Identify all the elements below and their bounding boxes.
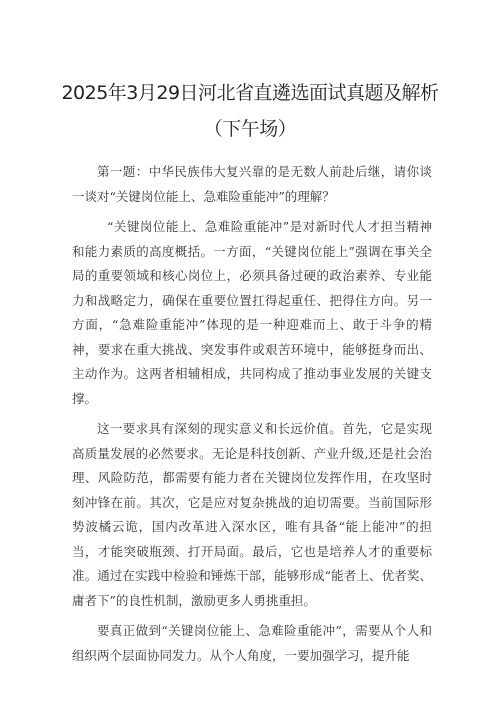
- answer-paragraph-measures: 要真正做到“关键岗位能上、急难险重能冲”，需要从个人和组织两个层面协同发力。从个人角度，一要加强学习，提升能: [72, 623, 432, 663]
- document-subtitle: （下午场）: [203, 118, 297, 140]
- answer-paragraph-significance: 这一要求具有深刻的现实意义和长远价值。首先，它是实现高质量发展的必然要求。无论是科技创新、产业升级,还是社会治理、风险防范，都需要有能力者在关键岗位发挥作用，在攻坚时刻冲锋在前。其次，它是应对复杂挑战的迫切需要。当前国际形势波橘云诡，国内改革进入深水区，唯有具备“能上能冲”的担当，才能突破瓶颈、打开局面。最后，它也是培养人才的重要标准。通过在实践中检验和锤炼干部，能够形成“能者上、优者奖、庸者下”的良性机制，激励更多人勇挑重担。: [72, 421, 432, 608]
- document-title: 2025年3月29日河北省直遴选面试真题及解析: [61, 82, 439, 104]
- document-body: [72, 160, 432, 674]
- question-paragraph: 第一题：中华民族伟大复兴靠的是无数人前赴后继，请你谈一谈对“关键岗位能上、急难险重能冲”的理解？: [72, 164, 432, 204]
- answer-paragraph-understanding: “关键岗位能上、急难险重能冲”是对新时代人才担当精神和能力素质的高度概括。一方面，“关键岗位能上”强调在事关全局的重要领域和核心岗位上，必须具备过硬的政治素养、专业能力和战略定力，确保在重要位置扛得起重任、把得住方向。另一方面，“急难险重能冲”体现的是一种迎难而上、敢于斗争的精神，要求在重大挑战、突发事件或艰苦环境中，能够挺身而出、主动作为。这两者相辅相成，共同构成了推动事业发展的关键支撑。: [72, 219, 432, 406]
